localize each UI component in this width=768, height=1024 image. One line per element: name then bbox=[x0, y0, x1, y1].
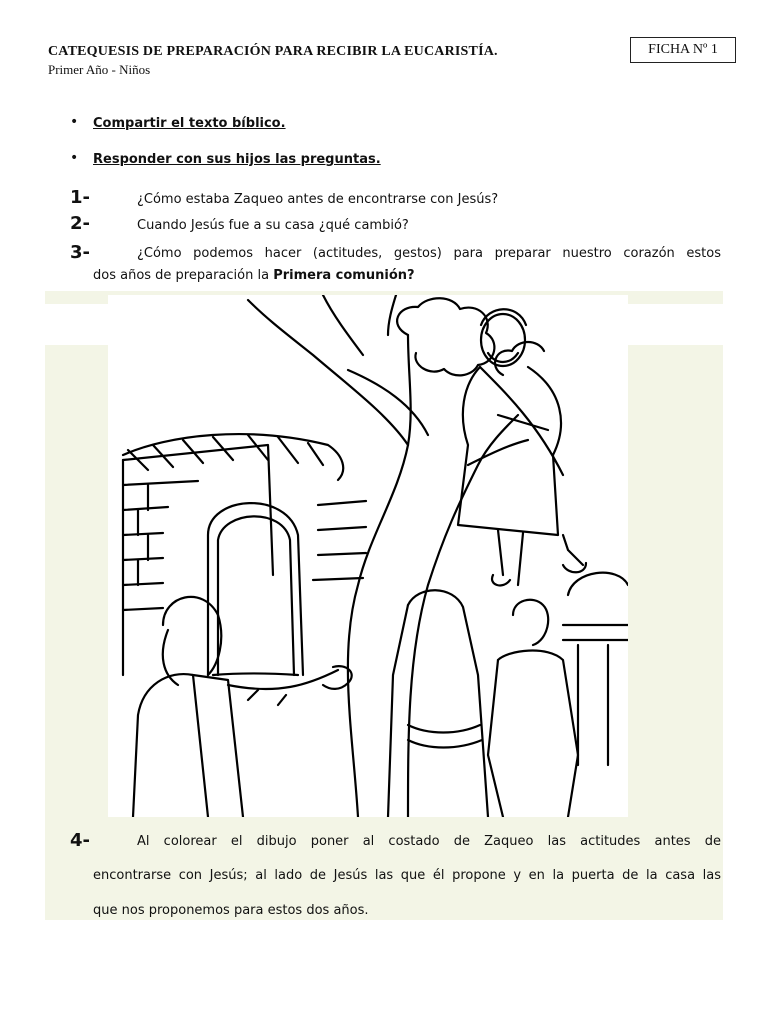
task-word: Zaqueo bbox=[484, 834, 534, 849]
task-word: antes bbox=[654, 834, 691, 849]
task-word: poner bbox=[310, 834, 349, 849]
task-word: colorear bbox=[163, 834, 217, 849]
question-text: Cuando Jesús fue a su casa ¿qué cambió? bbox=[137, 218, 409, 233]
zacchaeus-coloring-illustration bbox=[108, 295, 628, 817]
task-word: de bbox=[704, 834, 721, 849]
question-text-continued bbox=[93, 268, 415, 283]
task-word: dibujo bbox=[256, 834, 297, 849]
task-word: de bbox=[453, 834, 470, 849]
question-number: 3- bbox=[70, 242, 90, 263]
illustration-svg bbox=[108, 295, 628, 817]
task-word: actitudes bbox=[580, 834, 641, 849]
task-word: las bbox=[547, 834, 566, 849]
document-title: CATEQUESIS DE PREPARACIÓN PARA RECIBIR LA EUCARISTÍA. bbox=[48, 44, 498, 59]
question-text: dos años de preparación la bbox=[93, 268, 274, 283]
task-word: el bbox=[230, 834, 243, 849]
ficha-label: FICHA Nº 1 bbox=[630, 37, 736, 63]
task-word: al bbox=[362, 834, 375, 849]
question-text: ¿Cómo podemos hacer (actitudes, gestos) para preparar nuestro corazón estos bbox=[137, 246, 721, 261]
task-number: 4- bbox=[70, 830, 90, 851]
question-number: 2- bbox=[70, 213, 90, 234]
question-text: ¿Cómo estaba Zaqueo antes de encontrarse con Jesús? bbox=[137, 192, 499, 207]
bullet-answer-questions: Responder con sus hijos las preguntas. bbox=[93, 152, 381, 167]
task-word: Al bbox=[137, 834, 150, 849]
task-text-line3: que nos proponemos para estos dos años. bbox=[93, 903, 369, 918]
task-word: costado bbox=[388, 834, 440, 849]
document-subtitle: Primer Año - Niños bbox=[48, 62, 151, 77]
bullet-share-text: Compartir el texto bíblico. bbox=[93, 116, 286, 131]
question-number: 1- bbox=[70, 187, 90, 208]
task-text-line1 bbox=[137, 834, 721, 849]
bullet-dot: • bbox=[70, 114, 79, 130]
bullet-dot: • bbox=[70, 150, 79, 166]
question-bold-text: Primera comunión? bbox=[273, 268, 415, 283]
task-text-line2: encontrarse con Jesús; al lado de Jesús las que él propone y en la puerta de la casa las bbox=[93, 868, 721, 883]
